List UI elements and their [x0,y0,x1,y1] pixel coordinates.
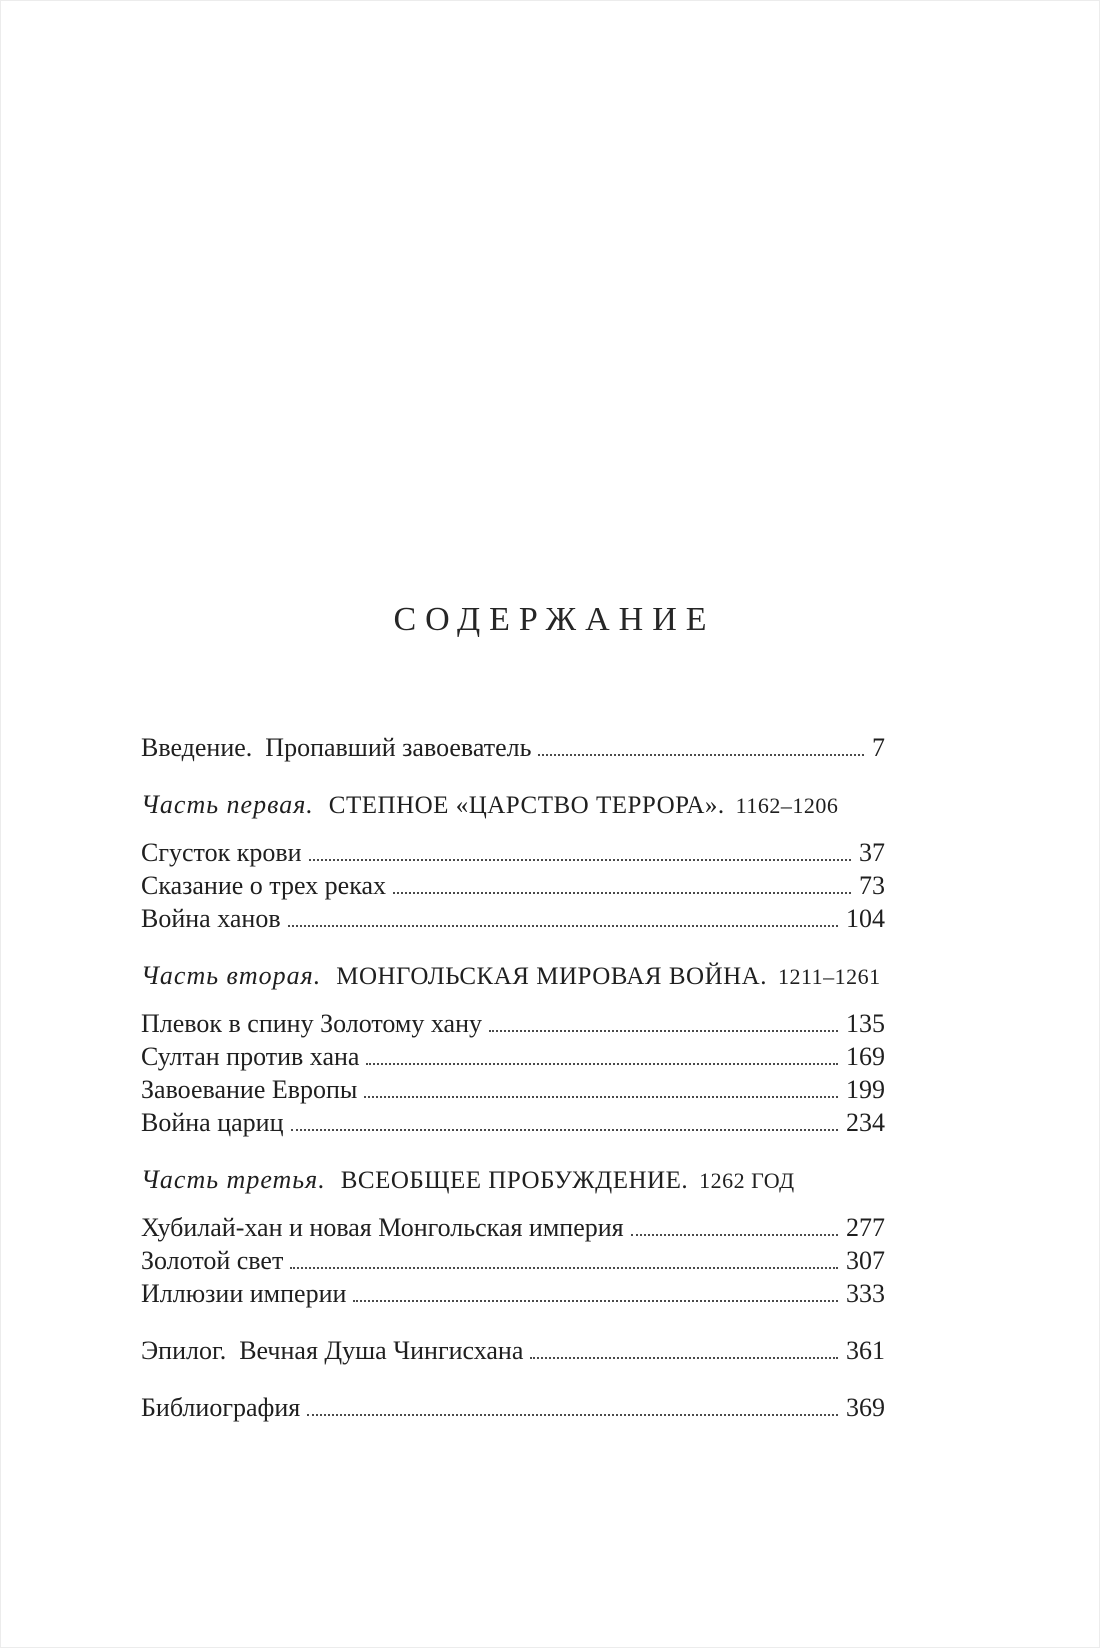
toc-entry-label: Введение. Пропавший завоеватель [141,733,532,762]
dot-leader [366,1063,838,1065]
toc-entry-page: 135 [846,1009,885,1038]
dot-leader [364,1096,838,1098]
toc-entry-epilogue [141,1334,885,1367]
toc-entry-page: 307 [846,1246,885,1275]
toc-entry-label: Эпилог. Вечная Душа Чингисхана [141,1336,524,1365]
page-title: СОДЕРЖАНИЕ [393,601,716,638]
toc-entry-page: 7 [872,733,885,762]
toc-part-two-heading [141,959,885,993]
toc-entry-label: Хубилай-хан и новая Монгольская империя [141,1213,624,1242]
part-name: Часть третья. [141,1165,326,1194]
dot-leader [309,859,851,861]
toc-entry-page: 333 [846,1279,885,1308]
toc-entry-page: 199 [846,1075,885,1104]
toc-entry-label: Плевок в спину Золотому хану [141,1009,482,1038]
dot-leader [530,1357,838,1359]
dot-leader [290,1267,838,1269]
toc-entry-page: 73 [859,871,885,900]
toc-entry [141,902,885,935]
dot-leader [489,1030,838,1032]
toc-entry [141,836,885,869]
toc-entry-page: 361 [846,1336,885,1365]
toc-entry-label: Иллюзии империи [141,1279,347,1308]
toc-entry-page: 104 [846,904,885,933]
dot-leader [291,1129,839,1131]
toc-entry [141,869,885,902]
toc-entry-label: Золотой свет [141,1246,284,1275]
dot-leader [393,892,851,894]
dot-leader [307,1414,838,1416]
part-title: ВСЕОБЩЕЕ ПРОБУЖДЕНИЕ. [340,1167,689,1194]
toc-entry-page: 169 [846,1042,885,1071]
toc-entry-introduction [141,731,885,764]
toc-part-three-heading [141,1163,885,1197]
toc-entry-label: Завоевание Европы [141,1075,358,1104]
part-title: СТЕПНОЕ «ЦАРСТВО ТЕРРОРА». [328,792,725,819]
toc-entry-label: Султан против хана [141,1042,360,1071]
toc-entry-label: Сказание о трех реках [141,871,386,900]
toc-entry [141,1073,885,1106]
toc-entry-page: 37 [859,838,885,867]
toc-entry-label: Сгусток крови [141,838,302,867]
dot-leader [288,925,838,927]
toc-entry [141,1040,885,1073]
table-of-contents [141,731,885,1424]
toc-entry [141,1007,885,1040]
part-name: Часть первая. [141,790,314,819]
part-dates: 1262 ГОД [699,1168,795,1193]
part-title: МОНГОЛЬСКАЯ МИРОВАЯ ВОЙНА. [336,963,767,990]
toc-entry-label: Война цариц [141,1108,284,1137]
toc-entry [141,1277,885,1310]
toc-entry-page: 277 [846,1213,885,1242]
toc-entry-page: 234 [846,1108,885,1137]
part-dates: 1211–1261 [777,964,881,989]
toc-entry-label: Библиография [141,1393,301,1422]
toc-entry-page: 369 [846,1393,885,1422]
toc-entry [141,1211,885,1244]
dot-leader [631,1234,838,1236]
dot-leader [538,754,864,756]
toc-entry [141,1244,885,1277]
toc-part-one-heading [141,788,885,822]
dot-leader [353,1300,838,1302]
toc-entry-bibliography [141,1391,885,1424]
toc-entry [141,1106,885,1139]
part-name: Часть вторая. [141,961,322,990]
part-dates: 1162–1206 [735,793,839,818]
toc-entry-label: Война ханов [141,904,281,933]
